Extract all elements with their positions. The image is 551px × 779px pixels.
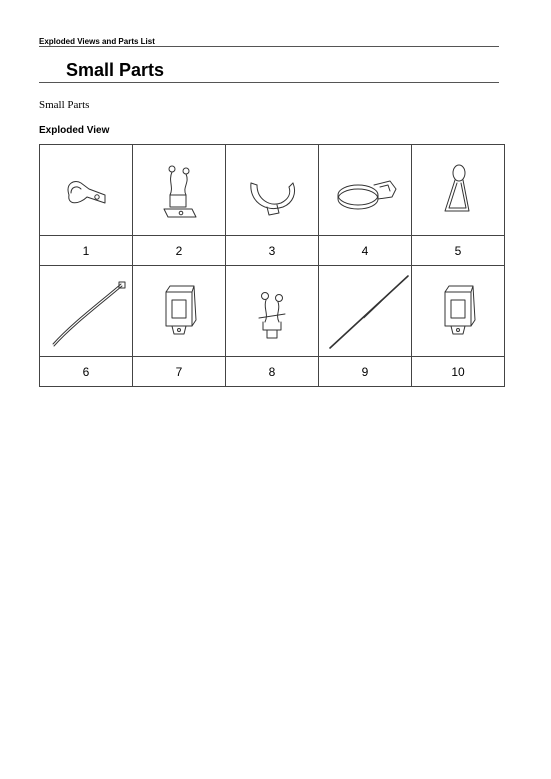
part-number: 4 (319, 236, 412, 266)
part-number: 10 (412, 357, 505, 387)
header-divider (39, 46, 499, 47)
rectangular-clip-icon (413, 268, 503, 354)
part-cell (133, 145, 226, 236)
wire-loop-clip-icon (413, 147, 503, 233)
part-number: 9 (319, 357, 412, 387)
part-number: 7 (133, 357, 226, 387)
part-number: 8 (226, 357, 319, 387)
part-number: 3 (226, 236, 319, 266)
page-title: Small Parts (66, 60, 165, 80)
part-number: 2 (133, 236, 226, 266)
hose-clamp-icon (320, 147, 410, 233)
part-number: 1 (40, 236, 133, 266)
part-cell (412, 266, 505, 357)
parts-image-row (40, 266, 505, 357)
part-cell (412, 145, 505, 236)
title-divider (39, 82, 499, 83)
section-heading: Exploded View (39, 125, 110, 136)
part-cell (40, 145, 133, 236)
part-cell (133, 266, 226, 357)
part-cell (319, 145, 412, 236)
open-clip-icon (227, 147, 317, 233)
parts-number-row (40, 357, 505, 387)
parts-table (39, 144, 505, 387)
bracket-clip-icon (134, 147, 224, 233)
cable-tie-icon (41, 268, 131, 354)
part-cell (319, 266, 412, 357)
pin-clip-icon (227, 268, 317, 354)
rectangular-clip-icon (134, 268, 224, 354)
part-number: 6 (40, 357, 133, 387)
part-number: 5 (412, 236, 505, 266)
parts-number-row (40, 236, 505, 266)
long-cable-tie-icon (320, 268, 410, 354)
part-cell (226, 145, 319, 236)
running-header: Exploded Views and Parts List (39, 37, 155, 46)
section-label: Small Parts (39, 99, 90, 111)
p-clamp-icon (41, 147, 131, 233)
part-cell (226, 266, 319, 357)
parts-image-row (40, 145, 505, 236)
part-cell (40, 266, 133, 357)
